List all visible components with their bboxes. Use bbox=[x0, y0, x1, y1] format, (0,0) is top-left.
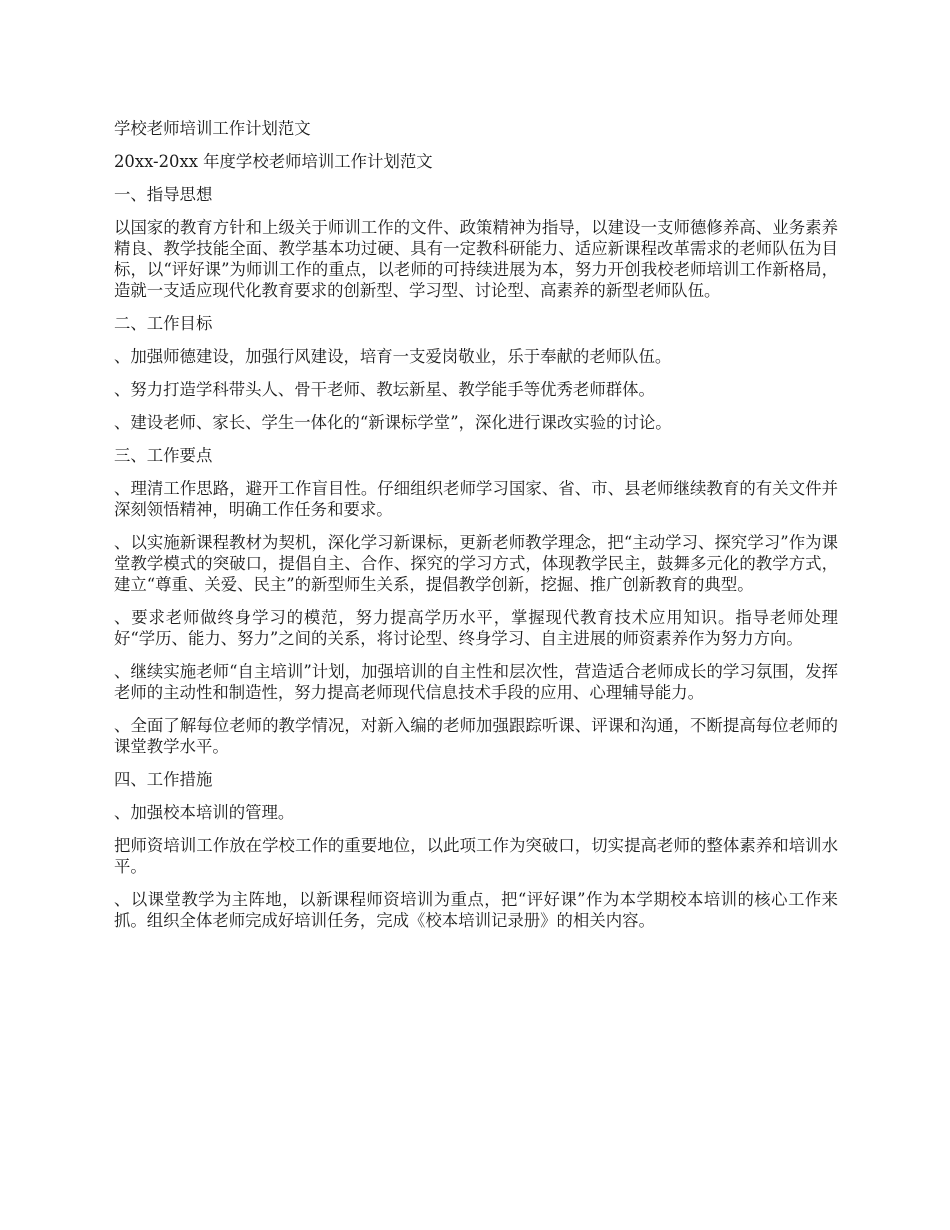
document-title: 学校老师培训工作计划范文 bbox=[114, 119, 311, 138]
paragraph: 以国家的教育方针和上级关于师训工作的文件、政策精神为指导，以建设一支师德修养高、业务素养精良、教学技能全面、教学基本功过硬、具有一定教科研能力、适应新课程改革需求的老师队伍为目标，以“评好课”为师训工作的重点，以老师的可持续进展为本，努力开创我校老师培训工作新格局，造就一支适应现代化教育要求的创新型、学习型、讨论型、高素养的新型老师队伍。 bbox=[114, 218, 838, 300]
paragraph: 、继续实施老师“自主培训”计划，加强培训的自主性和层次性，营造适合老师成长的学习氛围，发挥老师的主动性和制造性，努力提高老师现代信息技术手段的应用、心理辅导能力。 bbox=[114, 662, 838, 702]
document-page bbox=[114, 118, 838, 943]
section-heading-work-points: 三、工作要点 bbox=[114, 446, 213, 465]
paragraph: 、加强师德建设，加强行风建设，培育一支爱岗敬业，乐于奉献的老师队伍。 bbox=[114, 347, 672, 366]
section-heading-work-measures: 四、工作措施 bbox=[114, 770, 213, 789]
paragraph: 、建设老师、家长、学生一体化的“新课标学堂”，深化进行课改实验的讨论。 bbox=[114, 413, 672, 432]
section-heading-guiding-thought: 一、指导思想 bbox=[114, 185, 213, 204]
paragraph: 、以课堂教学为主阵地，以新课程师资培训为重点，把“评好课”作为本学期校本培训的核心工作来抓。组织全体老师完成好培训任务，完成《校本培训记录册》的相关内容。 bbox=[114, 890, 838, 930]
paragraph: 、努力打造学科带头人、骨干老师、教坛新星、教学能手等优秀老师群体。 bbox=[114, 380, 655, 399]
paragraph: 、全面了解每位老师的教学情况，对新入编的老师加强跟踪听课、评课和沟通，不断提高每位老师的课堂教学水平。 bbox=[114, 716, 838, 756]
paragraph: 、要求老师做终身学习的模范，努力提高学历水平，掌握现代教育技术应用知识。指导老师处理好“学历、能力、努力”之间的关系，将讨论型、终身学习、自主进展的师资素养作为努力方向。 bbox=[114, 608, 838, 648]
paragraph: 、理清工作思路，避开工作盲目性。仔细组织老师学习国家、省、市、县老师继续教育的有关文件并深刻领悟精神，明确工作任务和要求。 bbox=[114, 479, 838, 519]
document-subtitle: 20xx-20xx 年度学校老师培训工作计划范文 bbox=[114, 152, 433, 171]
paragraph: 、加强校本培训的管理。 bbox=[114, 803, 295, 822]
paragraph: 、以实施新课程教材为契机，深化学习新课标，更新老师教学理念，把“主动学习、探究学习”作为课堂教学模式的突破口，提倡自主、合作、探究的学习方式，体现教学民主，鼓舞多元化的教学方式，建立“尊重、关爱、民主”的新型师生关系，提倡教学创新，挖掘、推广创新教育的典型。 bbox=[114, 533, 838, 594]
section-heading-work-goals: 二、工作目标 bbox=[114, 314, 213, 333]
paragraph: 把师资培训工作放在学校工作的重要地位，以此项工作为突破口，切实提高老师的整体素养和培训水平。 bbox=[114, 836, 838, 876]
